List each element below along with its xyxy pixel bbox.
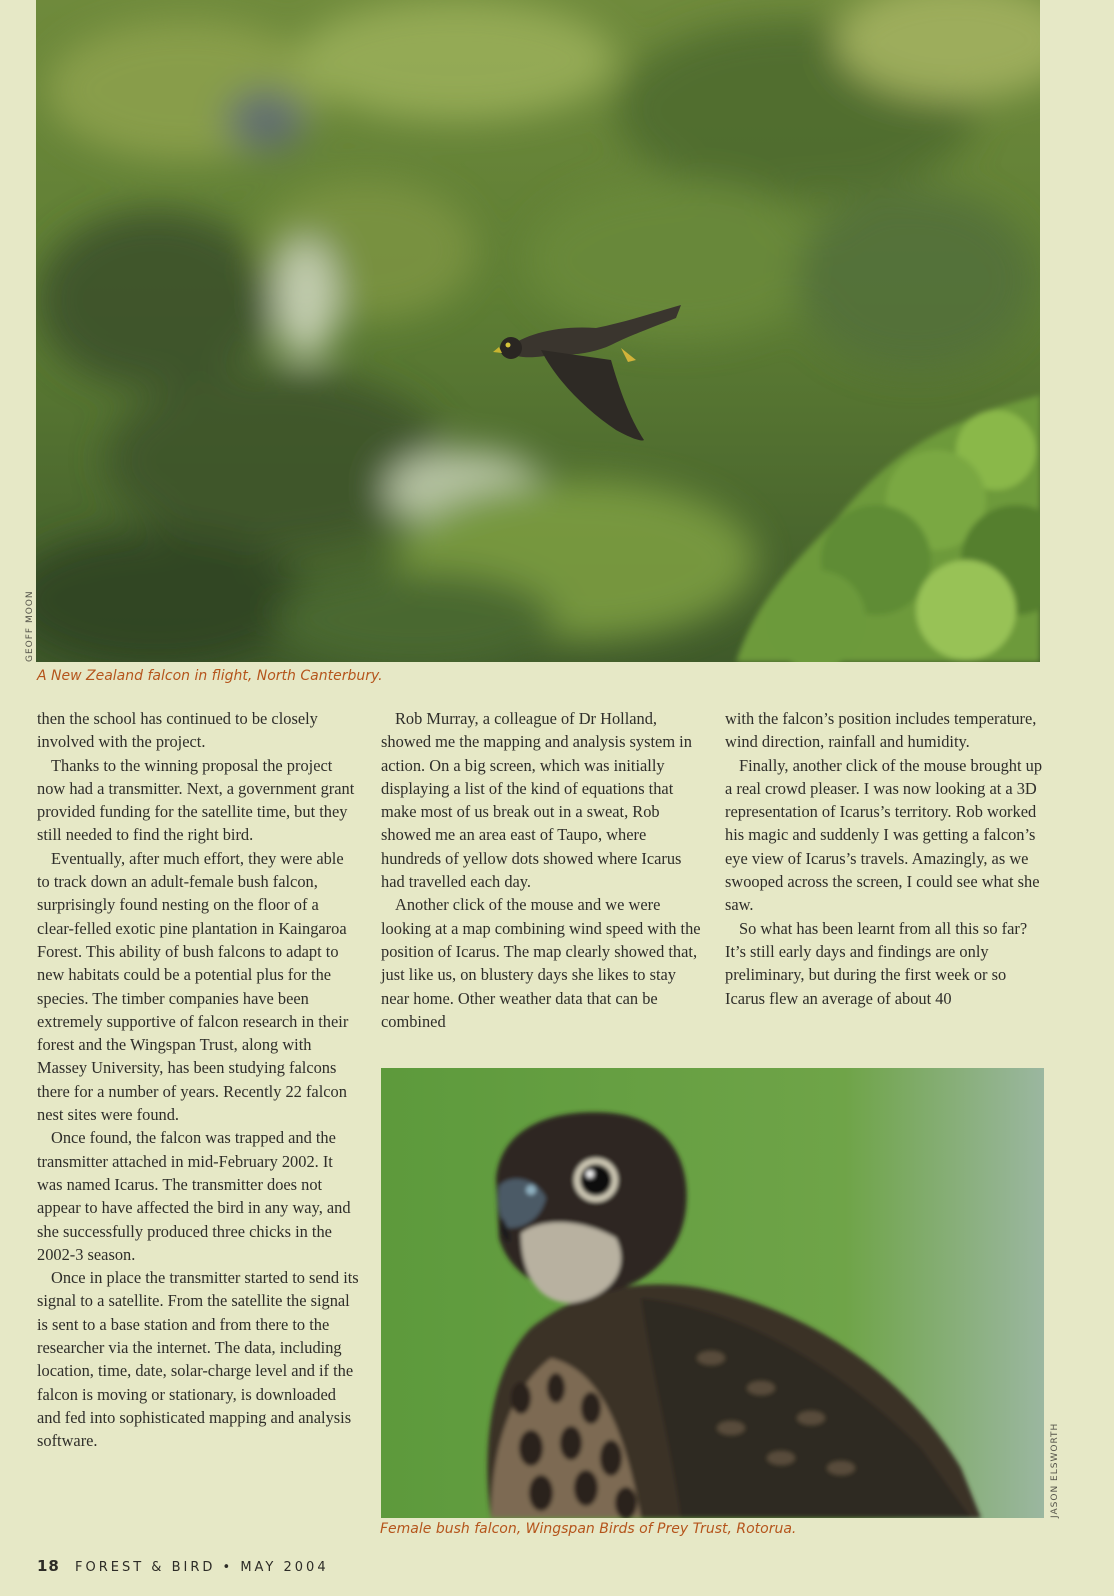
magazine-name: FOREST & BIRD (75, 1560, 216, 1575)
paragraph: Thanks to the winning proposal the project now had a transmitter. Next, a government grant provided funding for the satellite time, but they still needed to find the right bird. (37, 755, 355, 845)
paragraph: Eventually, after much effort, they were able to track down an adult-female bush falcon, surprisingly found nesting on the floor of a clear-felled exotic pine plantation in Kaingaroa Forest. This ability of bush falcons to adapt to new habitats could be a potential plus for the species. The timber companies have been extremely supportive of falcon research in their forest and the Wingspan Trust, along with Massey University, has been studying falcons there for a number of years. Recently 22 falcon nest sites were found. (37, 848, 349, 1125)
falcon-flight-photo (36, 0, 1040, 662)
page-number: 18 (37, 1557, 60, 1575)
footer-separator: • (222, 1560, 234, 1575)
article-column-2 (381, 707, 704, 1033)
paragraph: with the falcon’s position includes temperature, wind direction, rainfall and humidity. (725, 709, 1037, 752)
falcon-portrait-illustration (381, 1068, 1044, 1518)
paragraph: Once found, the falcon was trapped and the transmitter attached in mid-February 2002. It was named Icarus. The transmitter does not appear to have affected the bird in any way, and she successfully produced three chicks in the 2002-3 season. (37, 1128, 351, 1264)
article-column-3 (725, 707, 1045, 1010)
caption-bottom: Female bush falcon, Wingspan Birds of Prey Trust, Rotorua. (380, 1521, 797, 1537)
photo-credit-top: GEOFF MOON (25, 590, 35, 662)
article-column-1 (37, 707, 359, 1453)
photo-credit-bottom: JASON ELSWORTH (1050, 1422, 1060, 1518)
paragraph: then the school has continued to be closely involved with the project. (37, 709, 318, 752)
paragraph: So what has been learnt from all this so far? It’s still early days and findings are only preliminary, but during the first week or so Icarus flew an average of about 40 (725, 918, 1028, 1008)
issue-date: MAY 2004 (240, 1560, 329, 1575)
falcon-flight-illustration (36, 0, 1040, 662)
paragraph: Another click of the mouse and we were looking at a map combining wind speed with the position of Icarus. The map clearly showed that, just like us, on blustery days she likes to stay near home. Other weather data that can be combined (381, 895, 701, 1031)
paragraph: Once in place the transmitter started to send its signal to a satellite. From the satellite the signal is sent to a base station and from there to the researcher via the internet. The data, including location, time, date, solar-charge level and if the falcon is moving or stationary, is downloaded and fed into sophisticated mapping and analysis software. (37, 1268, 359, 1451)
caption-top: A New Zealand falcon in flight, North Canterbury. (37, 668, 383, 684)
paragraph: Finally, another click of the mouse brought up a real crowd pleaser. I was now looking at a 3D representation of Icarus’s territory. Rob worked his magic and suddenly I was getting a falcon’s eye view of Icarus’s travels. Amazingly, as we swooped across the screen, I could see what she saw. (725, 755, 1043, 915)
paragraph: Rob Murray, a colleague of Dr Holland, showed me the mapping and analysis system in action. On a big screen, which was initially displaying a list of the kind of equations that make most of us break out in a sweat, Rob showed me an area east of Taupo, where hundreds of yellow dots showed where Icarus had travelled each day. (381, 709, 692, 892)
falcon-portrait-photo (381, 1068, 1044, 1518)
page-footer (37, 1557, 329, 1575)
